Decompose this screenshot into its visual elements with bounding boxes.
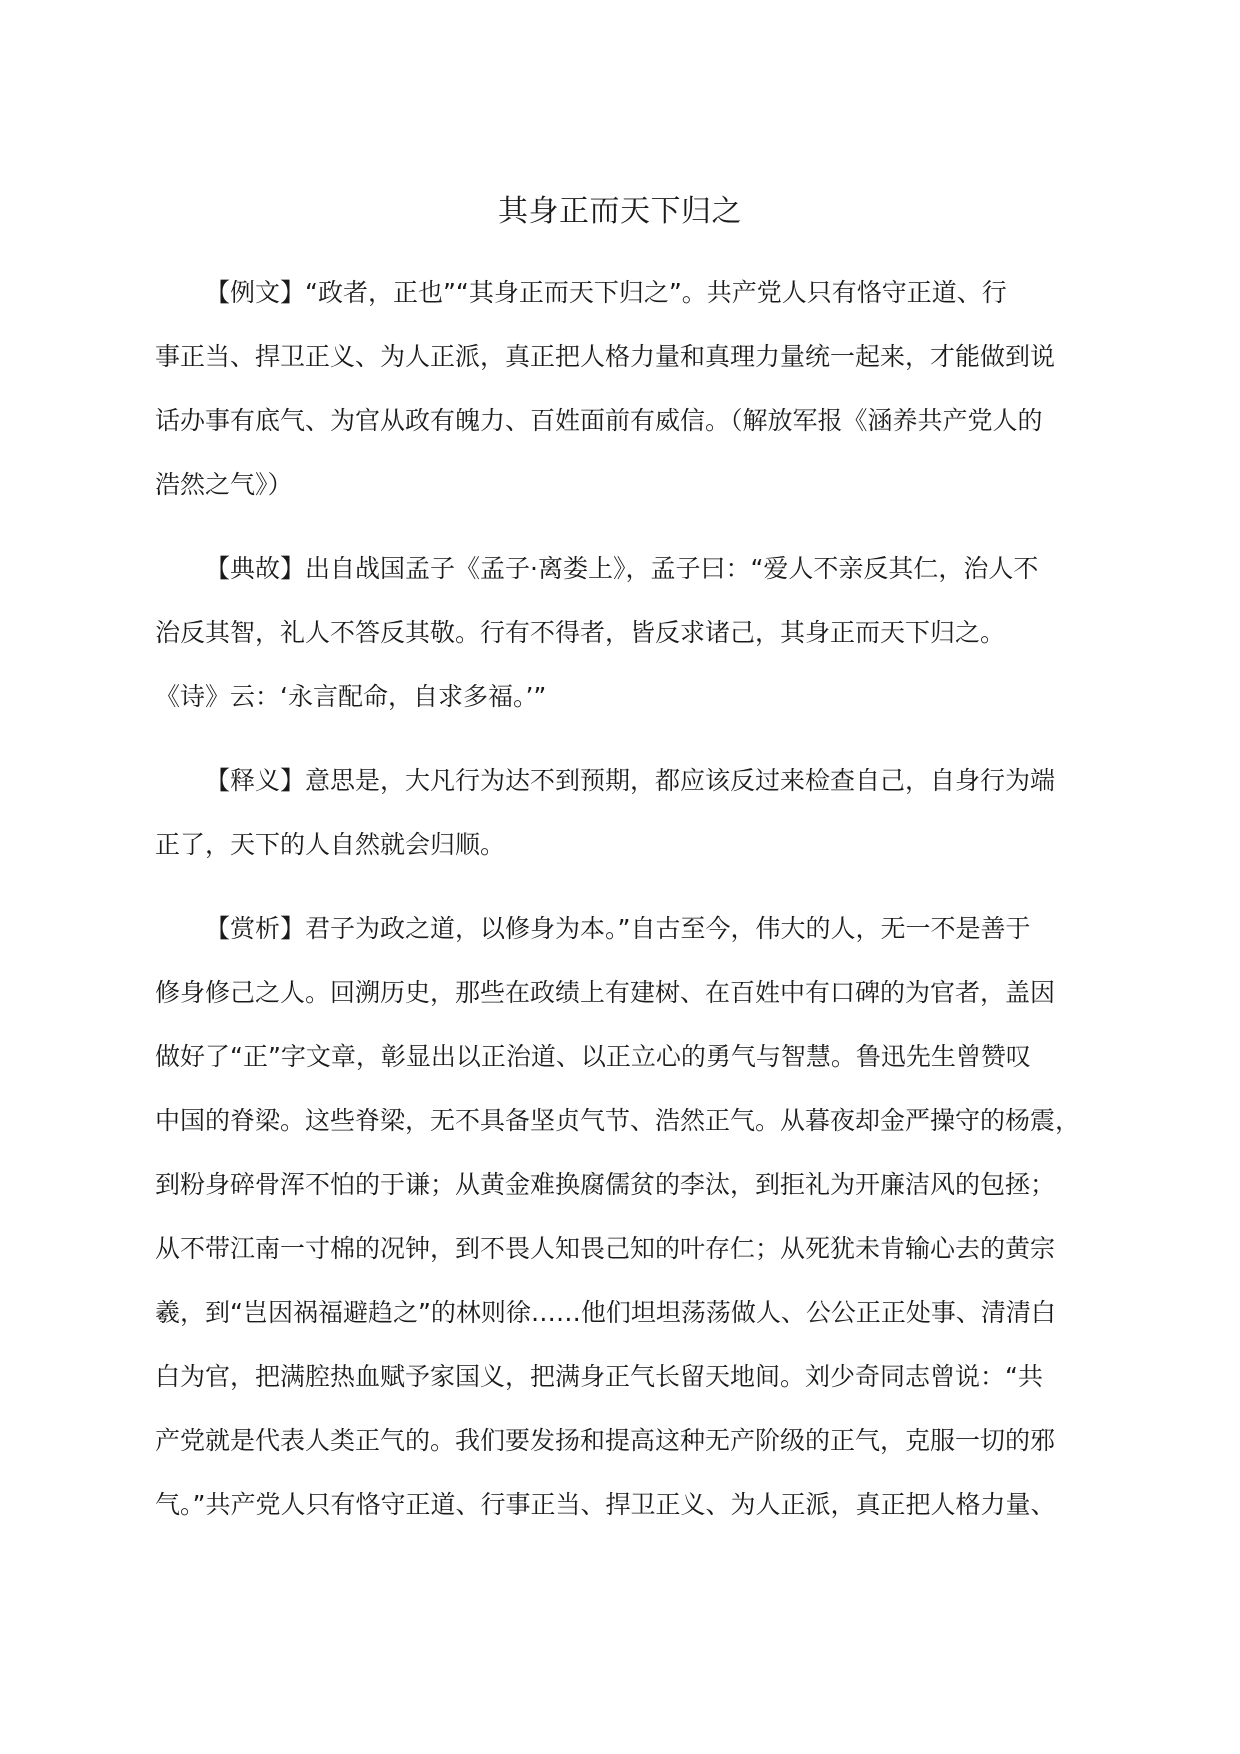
paragraph-origin-line: 【典故】出自战国孟子《孟子·离娄上》，孟子曰：“爱人不亲反其仁，治人不 [205,554,1039,583]
paragraph-appreciation-line: 气。”共产党人只有恪守正道、行事正当、捍卫正义、为人正派，真正把人格力量、 [155,1490,1056,1519]
paragraph-origin-line: 《诗》云：‘永言配命，自求多福。’” [155,682,547,711]
paragraph-origin-line: 治反其智，礼人不答反其敬。行有不得者，皆反求诸己，其身正而天下归之。 [155,618,1006,647]
paragraph-example-line: 【例文】“政者，正也”“其身正而天下归之”。共产党人只有恪守正道、行 [205,278,1007,307]
paragraph-appreciation-line: 白为官，把满腔热血赋予家国义，把满身正气长留天地间。刘少奇同志曾说：“共 [155,1362,1043,1391]
paragraph-appreciation-line: 羲，到“岂因祸福避趋之”的林则徐……他们坦坦荡荡做人、公公正正处事、清清白 [155,1298,1056,1327]
document-title: 其身正而天下归之 [498,194,742,229]
paragraph-appreciation-line: 从不带江南一寸棉的况钟，到不畏人知畏己知的叶存仁；从死犹未肯输心去的黄宗 [155,1234,1056,1263]
paragraph-example-line: 浩然之气》） [155,470,293,499]
paragraph-appreciation-line: 【赏析】君子为政之道，以修身为本。”自古至今，伟大的人，无一不是善于 [205,914,1031,943]
paragraph-appreciation-line: 中国的脊梁。这些脊梁，无不具备坚贞气节、浩然正气。从暮夜却金严操守的杨震， [155,1106,1081,1135]
paragraph-appreciation-line: 做好了“正”字文章，彰显出以正治道、以正立心的勇气与智慧。鲁迅先生曾赞叹 [155,1042,1031,1071]
paragraph-example-line: 事正当、捍卫正义、为人正派，真正把人格力量和真理力量统一起来，才能做到说 [155,342,1056,371]
paragraph-appreciation-line: 到粉身碎骨浑不怕的于谦；从黄金难换腐儒贫的李汰，到拒礼为开廉洁风的包拯； [155,1170,1056,1199]
paragraph-appreciation-line: 修身修己之人。回溯历史，那些在政绩上有建树、在百姓中有口碑的为官者，盖因 [155,978,1056,1007]
paragraph-appreciation-line: 产党就是代表人类正气的。我们要发扬和提高这种无产阶级的正气，克服一切的邪 [155,1426,1056,1455]
paragraph-meaning-line: 正了，天下的人自然就会归顺。 [155,830,506,859]
paragraph-example-line: 话办事有底气、为官从政有魄力、百姓面前有威信。（解放军报《涵养共产党人的 [155,406,1043,435]
paragraph-meaning-line: 【释义】意思是，大凡行为达不到预期，都应该反过来检查自己，自身行为端 [205,766,1056,795]
